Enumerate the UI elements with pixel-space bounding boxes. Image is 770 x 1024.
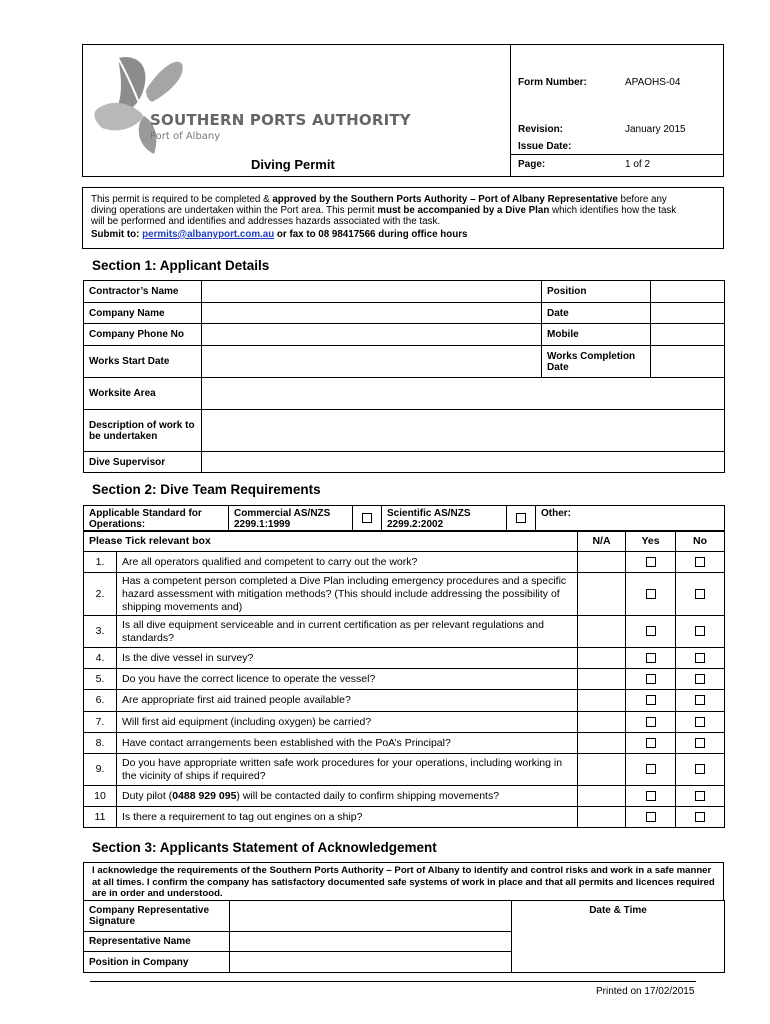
- position-in-company-field[interactable]: [230, 952, 512, 973]
- col-na-header: N/A: [578, 531, 626, 552]
- intro-line-2: diving operations are undertaken within the Port area. This permit must be accompanied by a Dive Plan which identifies how the task: [91, 205, 677, 217]
- section2-title: Section 2: Dive Team Requirements: [92, 482, 321, 497]
- spa-logo-icon: [88, 50, 198, 160]
- question-row: [84, 786, 725, 807]
- question-number: 5.: [84, 669, 117, 690]
- question-na-cell: [578, 648, 626, 669]
- question-row: [84, 712, 725, 733]
- question-no-cell: [676, 648, 725, 669]
- question-yes-cell: [626, 552, 676, 573]
- company-name-field[interactable]: [202, 303, 542, 324]
- question-row: [84, 552, 725, 573]
- rep-name-field[interactable]: [230, 932, 512, 952]
- intro-line-1: This permit is required to be completed & approved by the Southern Ports Authority – Port of Albany Representative before any: [91, 194, 667, 205]
- question-number: 6.: [84, 690, 117, 712]
- question-row: [84, 733, 725, 754]
- question-no-checkbox[interactable]: [695, 695, 705, 705]
- question-text: Duty pilot (0488 929 095) will be contacted daily to confirm shipping movements?: [117, 786, 578, 807]
- commercial-checkbox-cell: [353, 506, 382, 532]
- question-yes-checkbox[interactable]: [646, 674, 656, 684]
- commercial-label: Commercial AS/NZS 2299.1:1999: [229, 506, 353, 532]
- question-no-checkbox[interactable]: [695, 717, 705, 727]
- question-text: Has a competent person completed a Dive Plan including emergency procedures and a specific hazard assessment with mitigation methods? (This should include addressing the possibility of shipping movements and): [117, 573, 578, 616]
- question-number: 4.: [84, 648, 117, 669]
- other-label[interactable]: Other:: [536, 506, 725, 532]
- question-no-checkbox[interactable]: [695, 653, 705, 663]
- question-row: [84, 669, 725, 690]
- header-divider: [510, 44, 511, 177]
- question-no-cell: [676, 786, 725, 807]
- applicable-standard-label: Applicable Standard for Operations:: [84, 506, 229, 532]
- question-number: 2.: [84, 573, 117, 616]
- date-field[interactable]: [651, 303, 725, 324]
- footer-rule: [90, 981, 696, 982]
- question-yes-checkbox[interactable]: [646, 653, 656, 663]
- page-value: 1 of 2: [625, 159, 651, 170]
- intro-line-3: will be performed and identifies and addresses hazards associated with the task.: [91, 216, 441, 228]
- works-start-label: Works Start Date: [84, 346, 202, 378]
- contractor-name-field[interactable]: [202, 281, 542, 303]
- section1-title: Section 1: Applicant Details: [92, 258, 270, 273]
- applicant-details-table: [83, 280, 725, 473]
- question-number: 11: [84, 807, 117, 828]
- question-text: Will first aid equipment (including oxygen) be carried?: [117, 712, 578, 733]
- contractor-name-label: Contractor’s Name: [84, 281, 202, 303]
- question-yes-cell: [626, 712, 676, 733]
- question-row: [84, 616, 725, 648]
- question-na-cell: [578, 807, 626, 828]
- org-name: SOUTHERN PORTS AUTHORITY: [150, 111, 411, 129]
- question-na-cell: [578, 690, 626, 712]
- question-yes-checkbox[interactable]: [646, 695, 656, 705]
- question-text: Is there a requirement to tag out engines on a ship?: [117, 807, 578, 828]
- revision-value: January 2015: [625, 124, 686, 135]
- question-na-cell: [578, 754, 626, 786]
- question-text: Is all dive equipment serviceable and in current certification as per relevant regulations and standards?: [117, 616, 578, 648]
- section3-title: Section 3: Applicants Statement of Acknowledgement: [92, 840, 437, 855]
- question-no-checkbox[interactable]: [695, 812, 705, 822]
- question-no-cell: [676, 690, 725, 712]
- question-na-cell: [578, 733, 626, 754]
- question-number: 9.: [84, 754, 117, 786]
- question-no-cell: [676, 754, 725, 786]
- question-yes-cell: [626, 573, 676, 616]
- position-label: Position: [542, 281, 651, 303]
- question-text: Are all operators qualified and competent to carry out the work?: [117, 552, 578, 573]
- question-no-checkbox[interactable]: [695, 764, 705, 774]
- question-yes-cell: [626, 690, 676, 712]
- col-yes-header: Yes: [626, 531, 676, 552]
- org-sub: Port of Albany: [150, 131, 221, 142]
- question-yes-checkbox[interactable]: [646, 812, 656, 822]
- intro-box: [82, 187, 724, 249]
- question-text: Do you have the correct licence to operate the vessel?: [117, 669, 578, 690]
- form-number-value: APAOHS-04: [625, 77, 681, 88]
- question-na-cell: [578, 786, 626, 807]
- question-row: [84, 690, 725, 712]
- question-yes-cell: [626, 669, 676, 690]
- question-no-cell: [676, 573, 725, 616]
- question-no-cell: [676, 807, 725, 828]
- question-yes-checkbox[interactable]: [646, 764, 656, 774]
- question-na-cell: [578, 712, 626, 733]
- form-number-label: Form Number:: [518, 77, 587, 88]
- question-yes-checkbox[interactable]: [646, 717, 656, 727]
- submit-line: Submit to: permits@albanyport.com.au or fax to 08 98417566 during office hours: [91, 228, 468, 240]
- question-no-checkbox[interactable]: [695, 626, 705, 636]
- dive-supervisor-field[interactable]: [202, 452, 725, 473]
- question-na-cell: [578, 616, 626, 648]
- company-name-label: Company Name: [84, 303, 202, 324]
- rep-signature-field[interactable]: [230, 901, 512, 932]
- question-text: Have contact arrangements been established with the PoA’s Principal?: [117, 733, 578, 754]
- rep-name-label: Representative Name: [84, 932, 230, 952]
- question-text: Are appropriate first aid trained people available?: [117, 690, 578, 712]
- question-no-checkbox[interactable]: [695, 791, 705, 801]
- question-row: [84, 754, 725, 786]
- question-no-cell: [676, 669, 725, 690]
- scientific-checkbox[interactable]: [516, 513, 526, 523]
- question-row: [84, 807, 725, 828]
- tick-header: Please Tick relevant box: [84, 531, 578, 552]
- company-phone-field[interactable]: [202, 324, 542, 346]
- position-in-company-label: Position in Company: [84, 952, 230, 973]
- question-yes-cell: [626, 733, 676, 754]
- question-text: Do you have appropriate written safe work procedures for your operations, including working in the vicinity of ships if required?: [117, 754, 578, 786]
- mobile-label: Mobile: [542, 324, 651, 346]
- question-yes-checkbox[interactable]: [646, 738, 656, 748]
- question-row: [84, 573, 725, 616]
- revision-label: Revision:: [518, 124, 564, 135]
- works-completion-label: Works Completion Date: [542, 346, 651, 378]
- question-yes-checkbox[interactable]: [646, 791, 656, 801]
- question-no-cell: [676, 616, 725, 648]
- dive-checklist-table: [83, 530, 725, 828]
- date-label: Date: [542, 303, 651, 324]
- worksite-area-label: Worksite Area: [84, 378, 202, 410]
- question-no-cell: [676, 552, 725, 573]
- question-yes-checkbox[interactable]: [646, 626, 656, 636]
- description-field[interactable]: [202, 410, 725, 452]
- issue-date-label: Issue Date:: [518, 141, 572, 152]
- question-yes-cell: [626, 786, 676, 807]
- col-no-header: No: [676, 531, 725, 552]
- question-yes-cell: [626, 648, 676, 669]
- page-label: Page:: [518, 159, 546, 170]
- standards-table: [83, 505, 725, 532]
- question-text: Is the dive vessel in survey?: [117, 648, 578, 669]
- page-row-line: [511, 154, 724, 155]
- question-number: 10: [84, 786, 117, 807]
- position-field[interactable]: [651, 281, 725, 303]
- question-number: 1.: [84, 552, 117, 573]
- question-row: [84, 648, 725, 669]
- works-start-field[interactable]: [202, 346, 542, 378]
- question-number: 8.: [84, 733, 117, 754]
- question-no-checkbox[interactable]: [695, 557, 705, 567]
- doc-title: Diving Permit: [251, 157, 335, 172]
- question-no-checkbox[interactable]: [695, 589, 705, 599]
- question-number: 3.: [84, 616, 117, 648]
- date-time-label[interactable]: Date & Time: [512, 901, 725, 973]
- printed-date: Printed on 17/02/2015: [596, 986, 695, 997]
- question-na-cell: [578, 573, 626, 616]
- signature-table: [83, 900, 725, 973]
- question-no-cell: [676, 712, 725, 733]
- question-no-checkbox[interactable]: [695, 738, 705, 748]
- submit-email-link[interactable]: permits@albanyport.com.au: [142, 228, 275, 240]
- question-number: 7.: [84, 712, 117, 733]
- question-yes-cell: [626, 754, 676, 786]
- question-yes-cell: [626, 616, 676, 648]
- question-na-cell: [578, 552, 626, 573]
- question-na-cell: [578, 669, 626, 690]
- acknowledgement-statement: I acknowledge the requirements of the Southern Ports Authority – Port of Albany to identify and control risks and work in a safe manner at all times. I confirm the company has satisfactory documented safe systems of work in place and that all permits and licences required are in order and understood.: [83, 862, 724, 901]
- question-yes-checkbox[interactable]: [646, 589, 656, 599]
- question-yes-checkbox[interactable]: [646, 557, 656, 567]
- commercial-checkbox[interactable]: [362, 513, 372, 523]
- company-phone-label: Company Phone No: [84, 324, 202, 346]
- worksite-area-field[interactable]: [202, 378, 725, 410]
- dive-supervisor-label: Dive Supervisor: [84, 452, 202, 473]
- rep-signature-label: Company Representative Signature: [84, 901, 230, 932]
- question-no-cell: [676, 733, 725, 754]
- description-label: Description of work to be undertaken: [84, 410, 202, 452]
- scientific-checkbox-cell: [507, 506, 536, 532]
- question-yes-cell: [626, 807, 676, 828]
- works-completion-field[interactable]: [651, 346, 725, 378]
- mobile-field[interactable]: [651, 324, 725, 346]
- scientific-label: Scientific AS/NZS 2299.2:2002: [382, 506, 507, 532]
- question-no-checkbox[interactable]: [695, 674, 705, 684]
